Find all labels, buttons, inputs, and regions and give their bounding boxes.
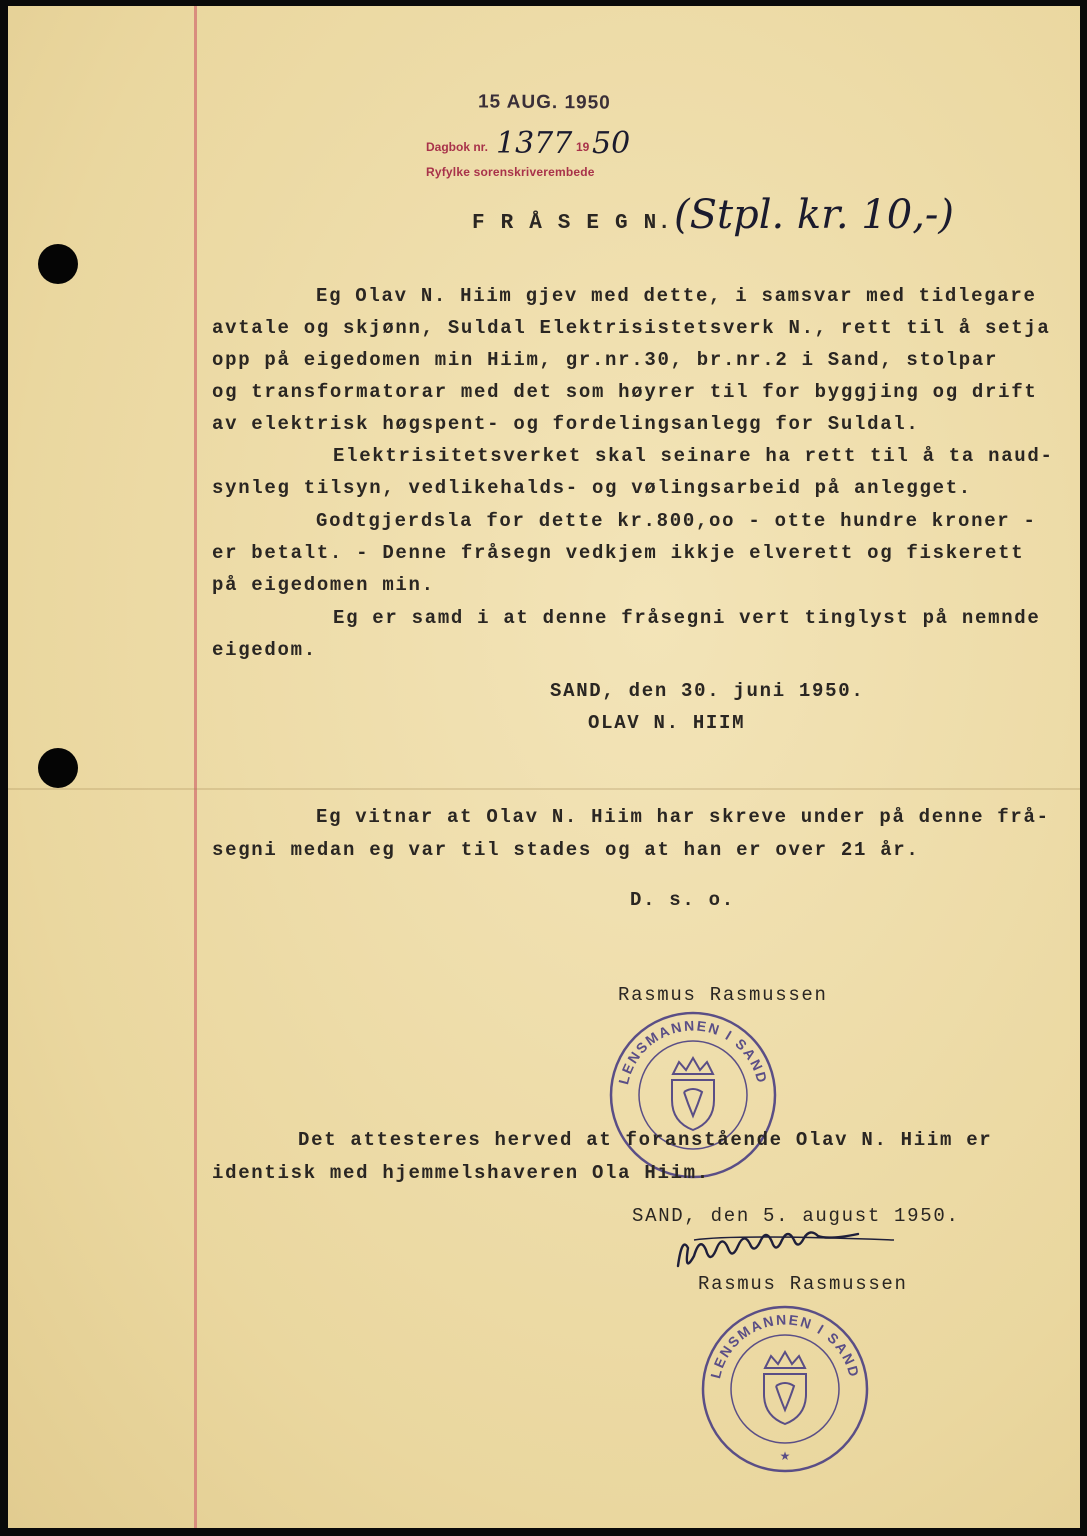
official-seal bbox=[698, 1302, 872, 1476]
received-date-stamp: 15 AUG. 1950 bbox=[477, 91, 611, 114]
attest-name: Rasmus Rasmussen bbox=[698, 1273, 908, 1295]
signer-name: OLAV N. HIIM bbox=[588, 712, 746, 734]
body-line: på eigedomen min. bbox=[212, 574, 435, 596]
punch-hole-top bbox=[38, 244, 78, 284]
punch-hole-bottom bbox=[38, 748, 78, 788]
document-title: F R Å S E G N. bbox=[472, 212, 673, 235]
body-line: Elektrisitetsverket skal seinare ha rett til å ta naud- bbox=[333, 445, 1054, 467]
svg-text:LENSMANNEN I SAND: LENSMANNEN I SAND bbox=[615, 1017, 771, 1087]
body-line: av elektrisk høgspent- og fordelingsanlegg for Suldal. bbox=[212, 413, 920, 435]
document-page bbox=[8, 6, 1080, 1528]
body-line: Godtgjerdsla for dette kr.800,oo - otte hundre kroner - bbox=[316, 510, 1037, 532]
attest-place-date: SAND, den 5. august 1950. bbox=[632, 1205, 960, 1227]
svg-text:LENSMANNEN I SAND: LENSMANNEN I SAND bbox=[707, 1311, 863, 1381]
fold-crease bbox=[8, 788, 1080, 790]
office-stamp: Ryfylke sorenskriverembede bbox=[426, 165, 595, 179]
attest-line: Det attesteres herved at foranstående Olav N. Hiim er bbox=[298, 1129, 993, 1151]
coat-of-arms-icon bbox=[764, 1352, 806, 1424]
diary-label: Dagbok nr. bbox=[426, 140, 489, 154]
coat-of-arms-icon bbox=[672, 1058, 714, 1130]
witness-line: Eg vitnar at Olav N. Hiim har skreve under på denne frå- bbox=[316, 806, 1050, 828]
body-line: og transformatorar med det som høyrer til for byggjing og drift bbox=[212, 381, 1038, 403]
body-line: opp på eigedomen min Hiim, gr.nr.30, br.nr.2 i Sand, stolpar bbox=[212, 349, 999, 371]
body-line: avtale og skjønn, Suldal Elektrisistetsverk N., rett til å setja bbox=[212, 317, 1051, 339]
dso-mark: D. s. o. bbox=[630, 889, 735, 911]
diary-number: 1377 bbox=[496, 126, 573, 161]
body-line: eigedom. bbox=[212, 639, 317, 661]
year-suffix: 50 bbox=[592, 126, 631, 161]
star-icon: ★ bbox=[779, 1449, 791, 1463]
body-line: er betalt. - Denne fråsegn vedkjem ikkje elverett og fiskerett bbox=[212, 542, 1025, 564]
attest-line: identisk med hjemmelshaveren Ola Hiim. bbox=[212, 1162, 710, 1184]
witness-line: segni medan eg var til stades og at han er over 21 år. bbox=[212, 839, 920, 861]
body-line: Eg er samd i at denne fråsegni vert tinglyst på nemnde bbox=[333, 607, 1041, 629]
body-line: Eg Olav N. Hiim gjev med dette, i samsvar med tidlegare bbox=[316, 285, 1037, 307]
stamp-fee-note: (Stpl. kr. 10,-) bbox=[674, 192, 955, 238]
place-date: SAND, den 30. juni 1950. bbox=[550, 680, 865, 702]
body-line: synleg tilsyn, vedlikehalds- og vølingsarbeid på anlegget. bbox=[212, 477, 972, 499]
year-prefix: 19 bbox=[576, 140, 590, 154]
official-seal bbox=[606, 1008, 780, 1182]
witness-name: Rasmus Rasmussen bbox=[618, 984, 828, 1006]
margin-line bbox=[194, 6, 197, 1528]
